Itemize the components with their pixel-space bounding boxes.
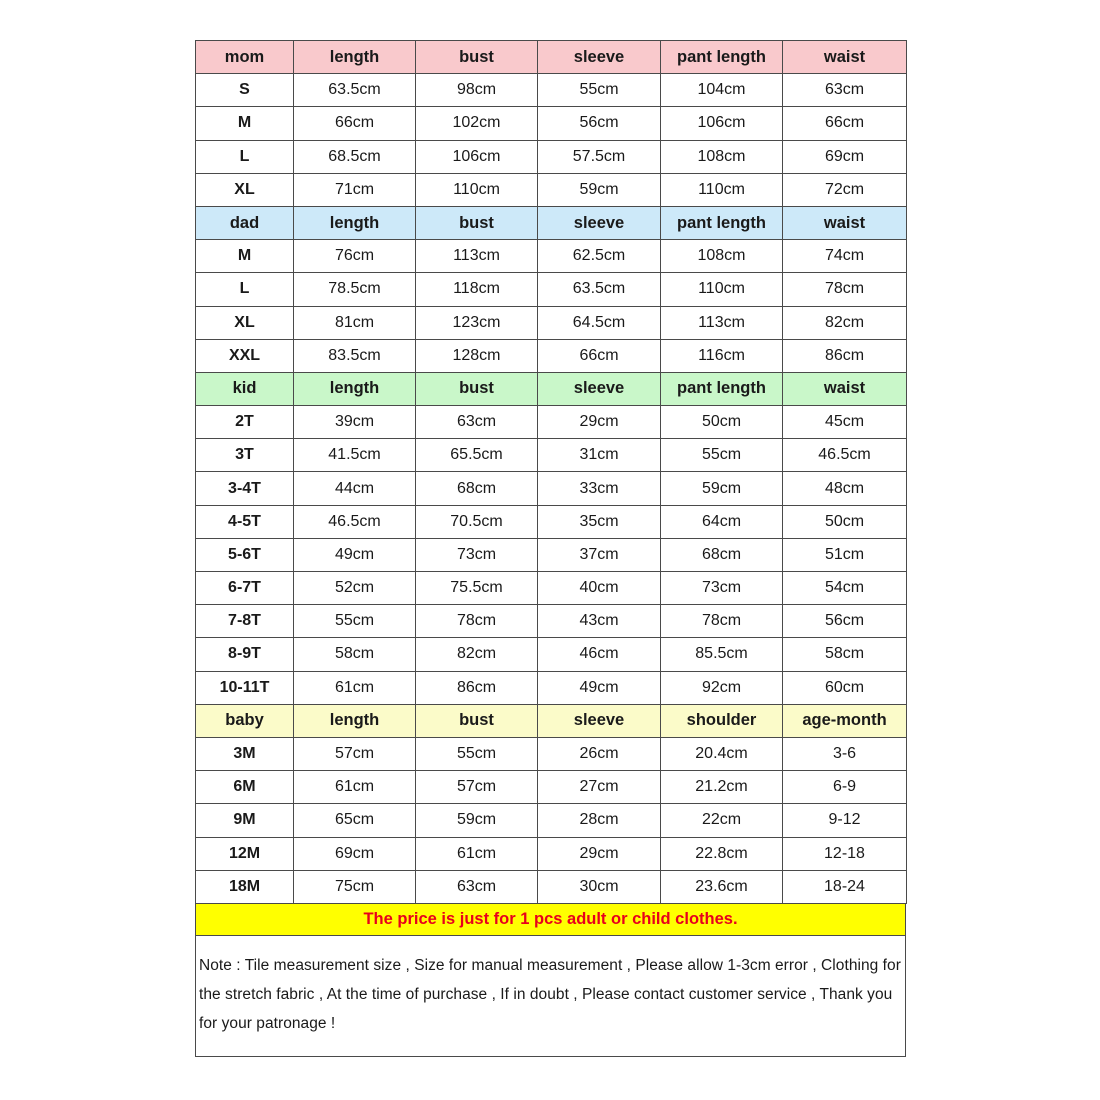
table-cell: 92cm (661, 671, 783, 704)
table-cell: 78cm (783, 273, 907, 306)
column-header: sleeve (538, 41, 661, 74)
table-row (196, 870, 907, 903)
column-header: age-month (783, 704, 907, 737)
table-cell: 55cm (661, 439, 783, 472)
table-cell: 78cm (416, 605, 538, 638)
table-row (196, 572, 907, 605)
table-cell: 113cm (661, 306, 783, 339)
table-cell: 29cm (538, 406, 661, 439)
table-row (196, 406, 907, 439)
table-cell: 50cm (661, 406, 783, 439)
table-cell: 56cm (538, 107, 661, 140)
column-header: sleeve (538, 704, 661, 737)
table-cell: 62.5cm (538, 240, 661, 273)
column-header: waist (783, 206, 907, 239)
table-cell: 59cm (416, 804, 538, 837)
table-cell: 41.5cm (294, 439, 416, 472)
table-row (196, 638, 907, 671)
table-row (196, 74, 907, 107)
table-cell: 78.5cm (294, 273, 416, 306)
size-chart (195, 40, 906, 1057)
table-cell: 3-6 (783, 737, 907, 770)
table-cell: 73cm (661, 572, 783, 605)
table-row (196, 140, 907, 173)
table-cell: 65.5cm (416, 439, 538, 472)
table-cell: 59cm (538, 173, 661, 206)
table-cell: 22cm (661, 804, 783, 837)
table-cell: 27cm (538, 771, 661, 804)
table-cell: 52cm (294, 572, 416, 605)
table-row (196, 804, 907, 837)
table-cell: 75cm (294, 870, 416, 903)
table-cell: 118cm (416, 273, 538, 306)
column-header: mom (196, 41, 294, 74)
table-cell: 71cm (294, 173, 416, 206)
table-cell: 85.5cm (661, 638, 783, 671)
table-cell: 46.5cm (783, 439, 907, 472)
size-label: 5-6T (196, 538, 294, 571)
table-cell: 33cm (538, 472, 661, 505)
table-cell: 23.6cm (661, 870, 783, 903)
column-header: dad (196, 206, 294, 239)
table-cell: 49cm (538, 671, 661, 704)
table-cell: 74cm (783, 240, 907, 273)
table-cell: 128cm (416, 339, 538, 372)
size-label: 10-11T (196, 671, 294, 704)
table-cell: 56cm (783, 605, 907, 638)
table-cell: 76cm (294, 240, 416, 273)
table-cell: 78cm (661, 605, 783, 638)
column-header: length (294, 206, 416, 239)
table-cell: 60cm (783, 671, 907, 704)
table-cell: 48cm (783, 472, 907, 505)
table-cell: 49cm (294, 538, 416, 571)
table-cell: 86cm (416, 671, 538, 704)
table-cell: 106cm (661, 107, 783, 140)
size-label: 6M (196, 771, 294, 804)
table-cell: 18-24 (783, 870, 907, 903)
table-cell: 63.5cm (294, 74, 416, 107)
table-cell: 98cm (416, 74, 538, 107)
size-label: M (196, 240, 294, 273)
table-cell: 55cm (294, 605, 416, 638)
table-cell: 63.5cm (538, 273, 661, 306)
table-cell: 55cm (416, 737, 538, 770)
column-header: length (294, 41, 416, 74)
table-cell: 113cm (416, 240, 538, 273)
table-cell: 66cm (783, 107, 907, 140)
size-label: 3-4T (196, 472, 294, 505)
size-label: XL (196, 306, 294, 339)
baby-header-row (196, 704, 907, 737)
table-cell: 57cm (416, 771, 538, 804)
table-cell: 57.5cm (538, 140, 661, 173)
table-cell: 110cm (661, 173, 783, 206)
table-row (196, 472, 907, 505)
table-cell: 58cm (294, 638, 416, 671)
column-header: kid (196, 372, 294, 405)
column-header: sleeve (538, 206, 661, 239)
table-row (196, 837, 907, 870)
column-header: pant length (661, 372, 783, 405)
table-cell: 51cm (783, 538, 907, 571)
table-row (196, 173, 907, 206)
table-cell: 72cm (783, 173, 907, 206)
price-notice: The price is just for 1 pcs adult or child clothes. (195, 904, 906, 936)
table-cell: 83.5cm (294, 339, 416, 372)
table-cell: 45cm (783, 406, 907, 439)
column-header: shoulder (661, 704, 783, 737)
table-cell: 81cm (294, 306, 416, 339)
table-cell: 21.2cm (661, 771, 783, 804)
table-cell: 30cm (538, 870, 661, 903)
table-cell: 65cm (294, 804, 416, 837)
table-cell: 75.5cm (416, 572, 538, 605)
column-header: length (294, 704, 416, 737)
column-header: bust (416, 704, 538, 737)
table-cell: 102cm (416, 107, 538, 140)
column-header: pant length (661, 41, 783, 74)
column-header: pant length (661, 206, 783, 239)
table-cell: 66cm (294, 107, 416, 140)
table-cell: 106cm (416, 140, 538, 173)
kid-header-row (196, 372, 907, 405)
table-cell: 69cm (783, 140, 907, 173)
table-cell: 82cm (416, 638, 538, 671)
size-label: 18M (196, 870, 294, 903)
table-row (196, 771, 907, 804)
table-cell: 66cm (538, 339, 661, 372)
table-cell: 50cm (783, 505, 907, 538)
table-cell: 69cm (294, 837, 416, 870)
table-cell: 70.5cm (416, 505, 538, 538)
table-cell: 61cm (294, 771, 416, 804)
dad-header-row (196, 206, 907, 239)
column-header: bust (416, 41, 538, 74)
column-header: bust (416, 372, 538, 405)
column-header: length (294, 372, 416, 405)
table-cell: 68cm (661, 538, 783, 571)
table-cell: 123cm (416, 306, 538, 339)
table-cell: 116cm (661, 339, 783, 372)
size-label: M (196, 107, 294, 140)
size-label: XXL (196, 339, 294, 372)
table-cell: 55cm (538, 74, 661, 107)
table-cell: 68cm (416, 472, 538, 505)
size-label: 9M (196, 804, 294, 837)
table-cell: 9-12 (783, 804, 907, 837)
size-label: L (196, 273, 294, 306)
table-row (196, 240, 907, 273)
table-cell: 64.5cm (538, 306, 661, 339)
table-cell: 31cm (538, 439, 661, 472)
table-cell: 73cm (416, 538, 538, 571)
table-cell: 54cm (783, 572, 907, 605)
size-label: S (196, 74, 294, 107)
table-cell: 110cm (416, 173, 538, 206)
size-label: 2T (196, 406, 294, 439)
table-cell: 26cm (538, 737, 661, 770)
table-cell: 46cm (538, 638, 661, 671)
table-cell: 61cm (416, 837, 538, 870)
column-header: baby (196, 704, 294, 737)
table-row (196, 439, 907, 472)
table-row (196, 306, 907, 339)
table-cell: 63cm (783, 74, 907, 107)
table-cell: 39cm (294, 406, 416, 439)
size-label: 3M (196, 737, 294, 770)
table-cell: 108cm (661, 240, 783, 273)
table-cell: 64cm (661, 505, 783, 538)
size-label: 8-9T (196, 638, 294, 671)
table-row (196, 671, 907, 704)
mom-header-row (196, 41, 907, 74)
table-cell: 110cm (661, 273, 783, 306)
table-cell: 43cm (538, 605, 661, 638)
table-cell: 82cm (783, 306, 907, 339)
table-cell: 108cm (661, 140, 783, 173)
table-cell: 57cm (294, 737, 416, 770)
table-cell: 63cm (416, 406, 538, 439)
table-row (196, 505, 907, 538)
table-cell: 61cm (294, 671, 416, 704)
column-header: sleeve (538, 372, 661, 405)
table-row (196, 339, 907, 372)
table-cell: 40cm (538, 572, 661, 605)
table-cell: 59cm (661, 472, 783, 505)
table-cell: 63cm (416, 870, 538, 903)
table-row (196, 273, 907, 306)
table-cell: 58cm (783, 638, 907, 671)
column-header: waist (783, 41, 907, 74)
table-cell: 6-9 (783, 771, 907, 804)
table-cell: 86cm (783, 339, 907, 372)
size-label: 6-7T (196, 572, 294, 605)
table-row (196, 605, 907, 638)
table-cell: 44cm (294, 472, 416, 505)
table-cell: 104cm (661, 74, 783, 107)
size-label: 7-8T (196, 605, 294, 638)
table-row (196, 107, 907, 140)
table-cell: 37cm (538, 538, 661, 571)
size-label: 4-5T (196, 505, 294, 538)
table-cell: 46.5cm (294, 505, 416, 538)
column-header: waist (783, 372, 907, 405)
size-label: 12M (196, 837, 294, 870)
table-cell: 22.8cm (661, 837, 783, 870)
size-label: XL (196, 173, 294, 206)
table-row (196, 737, 907, 770)
table-cell: 28cm (538, 804, 661, 837)
measurement-note: Note : Tile measurement size , Size for manual measurement , Please allow 1-3cm error , Clothing for the stretch fabric , At the time of purchase , If in doubt , Please contact customer service , Thank you for your patronage ! (195, 936, 906, 1057)
size-table (195, 40, 907, 904)
table-cell: 12-18 (783, 837, 907, 870)
table-cell: 35cm (538, 505, 661, 538)
table-cell: 20.4cm (661, 737, 783, 770)
column-header: bust (416, 206, 538, 239)
size-label: 3T (196, 439, 294, 472)
table-cell: 29cm (538, 837, 661, 870)
size-label: L (196, 140, 294, 173)
table-cell: 68.5cm (294, 140, 416, 173)
table-row (196, 538, 907, 571)
